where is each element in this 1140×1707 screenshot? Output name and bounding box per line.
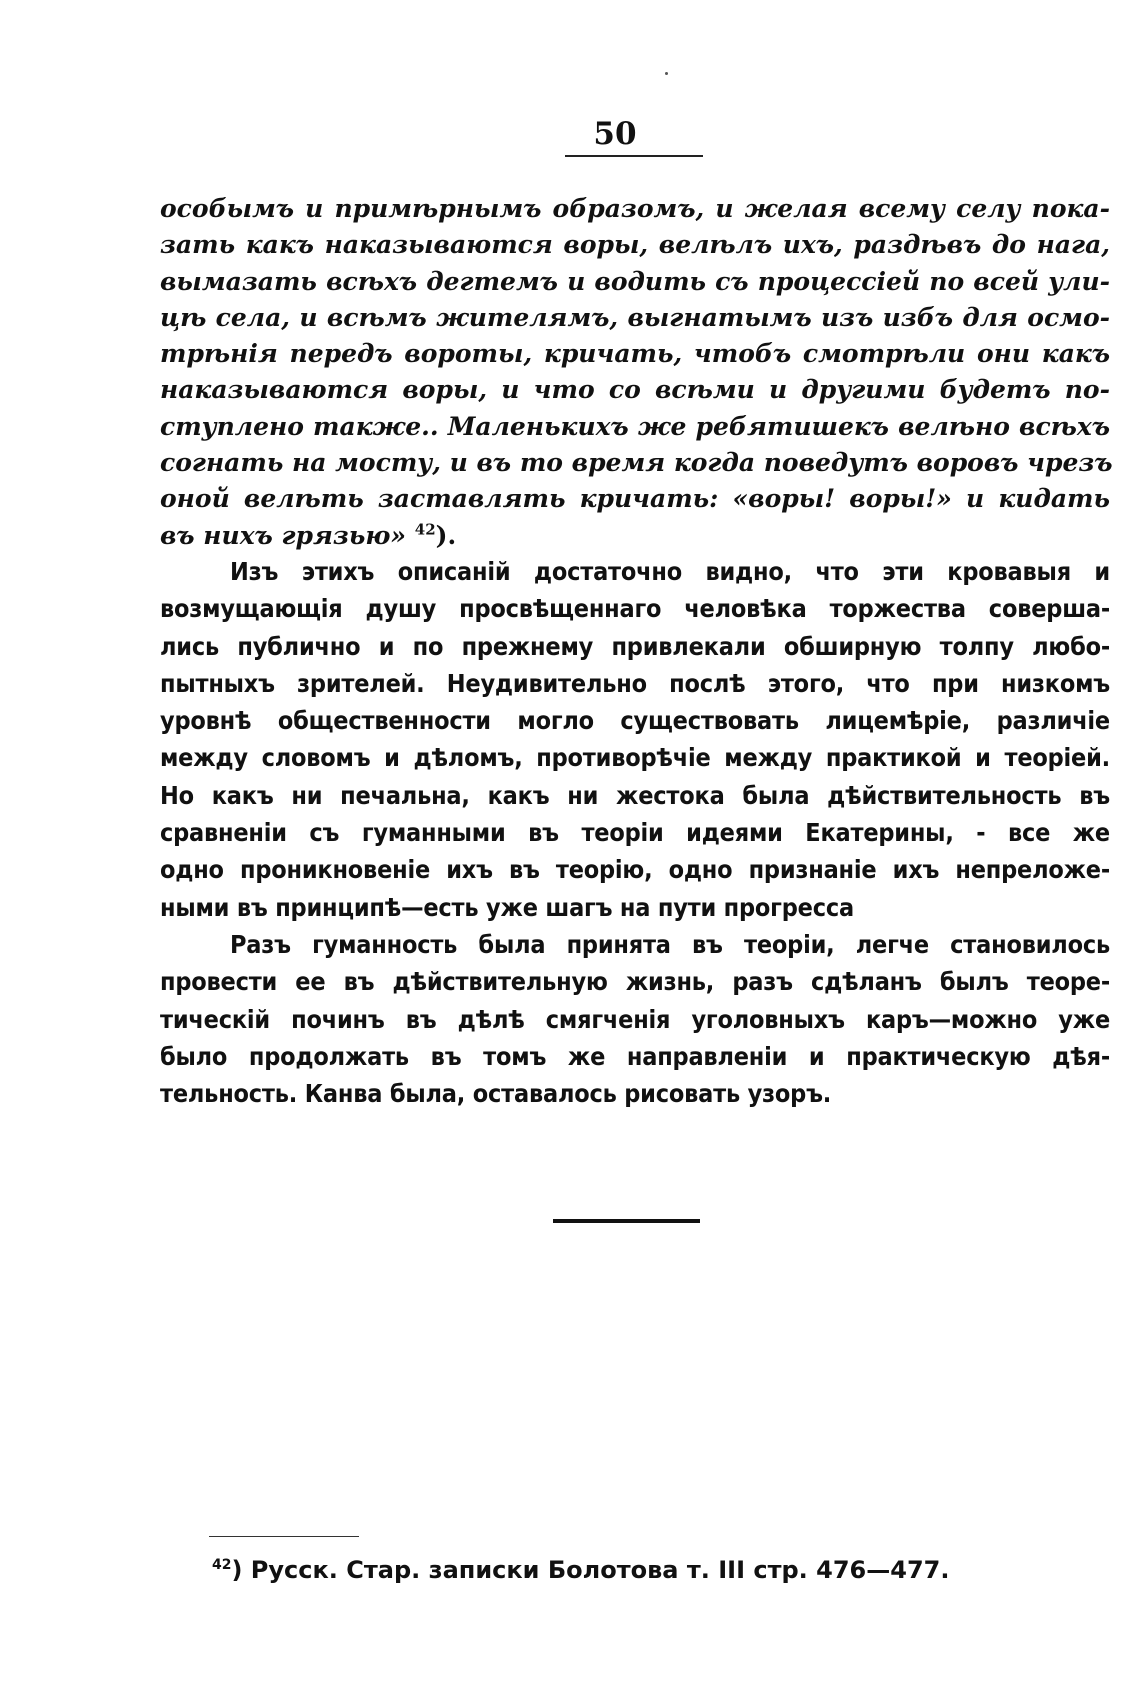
quote-closing: ). (435, 520, 457, 550)
quote-line: согнать на мосту, и въ то время когда поведутъ воровъ чрезъ (160, 448, 1113, 478)
paragraph-1-line: одно проникновенiе ихъ въ теорiю, одно признанiе ихъ непреложе- (160, 855, 1110, 885)
footnote (212, 1553, 1012, 1587)
paragraph-1-line: возмущающiя душу просвѣщеннаго человѣка торжества соверша- (160, 594, 1110, 624)
quote-line: особымъ и примѣрнымъ образомъ, и желая всему селу пока- (160, 194, 1110, 223)
quote-line: оной велѣть заставлять кричать: «воры! воры!» и кидать (160, 484, 1110, 514)
paragraph-1-line: пытныхъ зрителей. Неудивительно послѣ этого, что при низкомъ (160, 668, 1110, 698)
paragraph-2-line: провести ее въ дѣйствительную жизнь, разъ сдѣланъ былъ теоре- (160, 967, 1110, 997)
page-number-underline (565, 155, 703, 157)
section-end-rule (553, 1219, 700, 1223)
paragraph-1-line: сравненiи съ гуманными въ теорiи идеями Екатерины, - все же (160, 818, 1110, 848)
quote-line: трѣнiя передъ вороты, кричать, чтобъ смотрѣли они какъ (160, 339, 1110, 369)
quote-last-text: въ нихъ грязью» (160, 520, 407, 550)
paragraph-1-line: Но какъ ни печальна, какъ ни жестока была дѣйствительность въ (160, 780, 1110, 810)
quoted-passage (160, 191, 1113, 554)
quote-line: зать какъ наказываются воры, велѣлъ ихъ, раздѣвъ до нага, (160, 230, 1110, 260)
paragraph-1-line: уровнѣ общественности могло существовать лицемѣрiе, различiе (160, 706, 1110, 736)
paragraph-1-line: ными въ принципѣ—есть уже шагъ на пути прогресса (160, 892, 854, 922)
quote-line: цѣ села, и всѣмъ жителямъ, выгнатымъ изъ избъ для осмо- (160, 302, 1110, 332)
paragraph-2-line: тическiй починъ въ дѣлѣ смягченiя уголовныхъ каръ—можно уже (160, 1004, 1110, 1034)
quote-last-line (160, 518, 1110, 554)
footnote-text: ) Русск. Стар. записки Болотова т. III стр. 476—477. (231, 1556, 950, 1584)
footnote-separator (209, 1536, 359, 1537)
print-speck (665, 72, 668, 75)
paragraph-1-line: между словомъ и дѣломъ, противорѣчiе между практикой и теорiей. (160, 743, 1110, 773)
footnote-reference[interactable]: 42 (414, 520, 436, 539)
body-text (160, 553, 1110, 1112)
paragraph-2-line: Разъ гуманность была принята въ теорiи, легче становилось (230, 929, 1110, 959)
quote-line: наказываются воры, и что со всѣми и другими будетъ по- (160, 375, 1110, 405)
paragraph-2-line: тельность. Канва была, оставалось рисовать узоръ. (160, 1079, 832, 1109)
paragraph-1-line: Изъ этихъ описанiй достаточно видно, что эти кровавыя и (230, 557, 1110, 586)
quote-line: ступлено также.. Маленькихъ же ребятишекъ велѣно всѣхъ (160, 411, 1110, 441)
paragraph-2-line: было продолжать въ томъ же направленiи и практическую дѣя- (160, 1041, 1110, 1071)
quote-line: вымазать всѣхъ дегтемъ и водить съ процессiей по всей ули- (160, 266, 1110, 296)
paragraph-1-line: лись публично и по прежнему привлекали обширную толпу любо- (160, 631, 1110, 661)
footnote-marker: 42 (212, 1557, 232, 1573)
page-number: 50 (593, 116, 637, 152)
